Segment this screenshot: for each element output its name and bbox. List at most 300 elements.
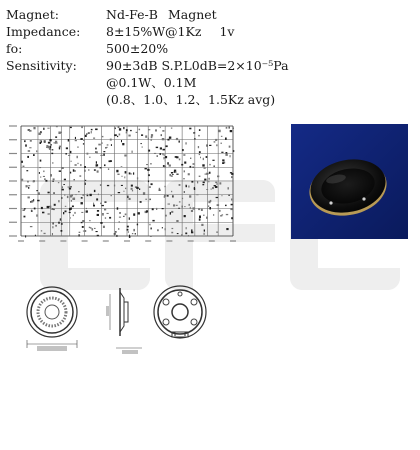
graph-scan-pixel (151, 136, 153, 138)
graph-scan-pixel (230, 155, 231, 157)
graph-scan-pixel (62, 167, 64, 169)
graph-scan-pixel (221, 195, 222, 196)
graph-scan-pixel (107, 185, 109, 186)
graph-scan-pixel (209, 172, 211, 174)
graph-scan-pixel (96, 164, 99, 166)
graph-scan-pixel (83, 143, 84, 144)
graph-scan-pixel (221, 143, 222, 144)
graph-scan-pixel (165, 156, 167, 158)
graph-scan-pixel (91, 129, 93, 130)
graph-scan-pixel (118, 127, 120, 129)
graph-scan-pixel (221, 136, 223, 137)
graph-scan-pixel (151, 134, 153, 136)
graph-scan-pixel (129, 172, 131, 174)
graph-scan-pixel (28, 185, 30, 186)
graph-scan-pixel (89, 220, 90, 221)
graph-scan-pixel (59, 146, 61, 148)
graph-scan-pixel (193, 164, 195, 165)
graph-scan-pixel (58, 200, 59, 202)
graph-scan-pixel (81, 197, 83, 199)
graph-scan-pixel (194, 138, 196, 139)
graph-scan-pixel (33, 154, 35, 156)
graph-scan-pixel (29, 147, 31, 148)
graph-scan-pixel (148, 138, 149, 140)
graph-scan-pixel (21, 161, 23, 163)
graph-scan-pixel (216, 144, 217, 146)
graph-scan-pixel (199, 176, 201, 177)
graph-scan-pixel (96, 161, 97, 163)
graph-scan-pixel (71, 200, 72, 202)
graph-scan-pixel (42, 212, 44, 214)
graph-scan-pixel (26, 185, 28, 187)
graph-scan-pixel (49, 139, 51, 141)
graph-scan-pixel (50, 174, 52, 177)
graph-scan-pixel (184, 162, 186, 164)
graph-scan-pixel (100, 155, 102, 156)
graph-scan-pixel (162, 130, 164, 132)
graph-scan-pixel (182, 198, 183, 199)
graph-scan-pixel (121, 140, 122, 142)
graph-scan-pixel (150, 199, 151, 201)
graph-scan-pixel (58, 222, 60, 224)
sensitivity-value: 90±3dB S.P.L0dB=2×10⁻⁵Pa (106, 58, 289, 73)
graph-scan-pixel (74, 170, 76, 172)
graph-scan-pixel (129, 217, 130, 219)
graph-scan-pixel (197, 181, 198, 183)
graph-scan-pixel (171, 172, 173, 174)
graph-scan-pixel (216, 197, 219, 198)
graph-scan-pixel (96, 198, 98, 200)
graph-scan-pixel (193, 132, 195, 133)
graph-scan-pixel (65, 153, 67, 154)
graph-scan-pixel (49, 206, 51, 208)
graph-scan-pixel (188, 186, 189, 188)
graph-scan-pixel (129, 236, 131, 238)
graph-scan-pixel (209, 164, 210, 165)
graph-scan-pixel (229, 146, 231, 148)
graph-scan-pixel (36, 150, 37, 152)
graph-scan-pixel (118, 228, 119, 230)
technical-drawings (20, 280, 230, 365)
graph-scan-pixel (230, 130, 232, 132)
graph-scan-pixel (122, 143, 124, 145)
graph-scan-pixel (55, 136, 57, 138)
graph-scan-pixel (204, 233, 205, 235)
graph-scan-pixel (111, 195, 112, 197)
graph-scan-pixel (60, 132, 62, 133)
graph-scan-pixel (65, 211, 67, 213)
graph-scan-pixel (179, 201, 181, 202)
graph-scan-pixel (183, 154, 185, 156)
graph-scan-pixel (141, 143, 142, 144)
graph-scan-pixel (55, 141, 57, 143)
graph-scan-pixel (171, 232, 173, 234)
graph-scan-pixel (188, 235, 189, 237)
graph-scan-pixel (212, 187, 214, 189)
graph-scan-pixel (129, 198, 131, 200)
graph-scan-pixel (189, 204, 190, 206)
graph-scan-pixel (68, 139, 69, 142)
graph-scan-pixel (79, 234, 80, 236)
graph-scan-pixel (132, 190, 133, 192)
graph-scan-pixel (22, 179, 24, 181)
graph-scan-pixel (203, 158, 204, 160)
graph-scan-pixel (86, 208, 87, 209)
graph-scan-pixel (64, 194, 65, 196)
graph-scan-pixel (24, 140, 26, 142)
graph-scan-pixel (185, 142, 186, 144)
graph-scan-pixel (48, 213, 50, 214)
graph-scan-pixel (98, 144, 101, 146)
graph-scan-pixel (148, 174, 150, 176)
graph-scan-pixel (130, 173, 132, 174)
graph-scan-pixel (61, 230, 63, 232)
magnet-label: Magnet: (6, 7, 59, 22)
graph-scan-pixel (198, 208, 200, 210)
graph-scan-pixel (163, 149, 166, 151)
graph-scan-pixel (199, 216, 201, 219)
graph-scan-pixel (202, 164, 204, 166)
graph-scan-pixel (170, 212, 171, 215)
graph-scan-pixel (37, 200, 40, 202)
graph-scan-pixel (65, 206, 67, 207)
graph-scan-pixel (27, 181, 29, 183)
graph-scan-pixel (72, 206, 74, 208)
graph-scan-pixel (52, 162, 53, 164)
graph-scan-pixel (179, 184, 181, 186)
graph-scan-pixel (193, 207, 195, 209)
graph-scan-pixel (92, 228, 94, 230)
graph-scan-pixel (63, 184, 65, 185)
graph-scan-pixel (27, 156, 29, 158)
graph-scan-pixel (190, 158, 191, 159)
graph-scan-pixel (41, 141, 42, 143)
graph-scan-pixel (209, 207, 211, 210)
graph-scan-pixel (179, 159, 181, 161)
graph-scan-pixel (110, 139, 112, 141)
graph-scan-pixel (209, 145, 211, 146)
graph-scan-pixel (81, 202, 83, 204)
graph-scan-pixel (126, 129, 128, 131)
graph-scan-pixel (102, 136, 104, 137)
graph-scan-pixel (44, 233, 46, 234)
graph-scan-pixel (147, 169, 149, 171)
graph-scan-pixel (51, 209, 53, 210)
graph-scan-pixel (175, 171, 176, 173)
graph-scan-pixel (200, 157, 201, 159)
graph-scan-pixel (160, 127, 161, 128)
graph-scan-pixel (118, 192, 120, 193)
graph-scan-pixel (40, 142, 42, 144)
graph-scan-pixel (103, 154, 105, 156)
graph-scan-pixel (226, 214, 228, 215)
graph-scan-pixel (98, 194, 99, 196)
graph-scan-pixel (119, 212, 121, 214)
graph-scan-pixel (176, 138, 178, 140)
graph-scan-pixel (201, 224, 203, 226)
graph-scan-pixel (95, 129, 98, 131)
graph-scan-pixel (127, 226, 129, 228)
graph-scan-pixel (190, 207, 191, 209)
graph-scan-pixel (121, 166, 123, 167)
graph-scan-pixel (41, 207, 43, 209)
graph-scan-pixel (94, 228, 95, 229)
graph-scan-pixel (117, 207, 119, 209)
graph-scan-pixel (225, 153, 227, 156)
graph-scan-pixel (219, 182, 221, 184)
graph-scan-pixel (175, 156, 178, 158)
graph-scan-pixel (93, 203, 94, 205)
graph-scan-pixel (79, 175, 81, 177)
graph-scan-pixel (46, 147, 48, 148)
graph-scan-pixel (207, 173, 208, 174)
speaker-rear-view (154, 286, 206, 338)
graph-scan-pixel (191, 229, 192, 231)
graph-scan-pixel (231, 217, 233, 219)
spec-block (6, 6, 289, 108)
graph-scan-pixel (136, 132, 138, 133)
graph-scan-pixel (186, 227, 187, 229)
graph-scan-pixel (132, 233, 133, 234)
graph-scan-pixel (167, 195, 169, 197)
graph-scan-pixel (162, 138, 165, 140)
graph-scan-pixel (52, 181, 53, 182)
graph-scan-pixel (206, 156, 208, 158)
graph-scan-pixel (233, 128, 234, 129)
graph-scan-pixel (62, 189, 64, 191)
graph-scan-pixel (141, 134, 143, 136)
graph-scan-pixel (26, 170, 28, 171)
graph-scan-pixel (164, 166, 166, 168)
graph-scan-pixel (101, 142, 103, 143)
graph-scan-pixel (111, 144, 112, 146)
graph-scan-pixel (167, 162, 169, 164)
graph-scan-pixel (116, 235, 117, 237)
graph-scan-pixel (100, 167, 102, 168)
graph-scan-pixel (212, 160, 214, 161)
graph-scan-pixel (24, 216, 26, 218)
graph-scan-pixel (230, 172, 232, 173)
graph-scan-pixel (205, 174, 207, 175)
spec-row-magnet (6, 6, 289, 23)
graph-scan-pixel (133, 213, 135, 215)
graph-scan-pixel (214, 185, 216, 186)
graph-scan-pixel (117, 174, 119, 175)
graph-scan-pixel (93, 138, 95, 139)
graph-scan-pixel (213, 166, 215, 167)
graph-scan-pixel (191, 181, 193, 183)
graph-scan-pixel (125, 188, 126, 189)
graph-scan-pixel (137, 212, 140, 214)
graph-scan-pixel (35, 235, 36, 236)
graph-scan-pixel (206, 217, 208, 219)
graph-scan-pixel (139, 188, 140, 190)
graph-scan-pixel (146, 164, 148, 165)
graph-scan-pixel (199, 218, 201, 220)
graph-scan-pixel (52, 233, 53, 235)
graph-scan-pixel (52, 226, 53, 228)
sensitivity-label: Sensitivity: (6, 58, 77, 73)
graph-scan-pixel (154, 153, 156, 154)
graph-scan-pixel (90, 194, 92, 196)
graph-scan-pixel (162, 227, 163, 228)
graph-scan-pixel (176, 220, 178, 222)
graph-scan-pixel (71, 161, 72, 162)
graph-scan-pixel (127, 196, 128, 198)
graph-scan-pixel (181, 234, 183, 236)
graph-scan-pixel (126, 132, 127, 134)
graph-scan-pixel (151, 139, 152, 141)
graph-scan-pixel (215, 139, 217, 141)
impedance-value-2: 1v (219, 24, 235, 39)
graph-scan-pixel (68, 155, 70, 156)
graph-scan-pixel (107, 147, 108, 148)
graph-scan-pixel (145, 168, 147, 169)
graph-scan-pixel (199, 154, 200, 155)
graph-scan-pixel (194, 187, 195, 189)
graph-scan-pixel (213, 214, 214, 216)
graph-scan-pixel (184, 215, 186, 217)
graph-scan-pixel (181, 164, 183, 166)
graph-scan-pixel (117, 136, 118, 137)
graph-scan-pixel (103, 151, 105, 152)
graph-scan-pixel (217, 176, 219, 178)
graph-scan-pixel (62, 186, 63, 188)
graph-scan-pixel (64, 179, 66, 181)
graph-scan-pixel (77, 163, 78, 164)
graph-scan-pixel (206, 144, 207, 146)
speaker-side-view (106, 288, 142, 354)
graph-scan-pixel (73, 169, 75, 171)
graph-scan-pixel (137, 224, 138, 226)
graph-scan-pixel (150, 236, 152, 237)
graph-scan-pixel (114, 233, 116, 234)
graph-scan-pixel (48, 192, 50, 194)
graph-scan-pixel (48, 142, 50, 144)
graph-scan-pixel (184, 191, 185, 192)
graph-scan-pixel (125, 214, 127, 216)
graph-scan-pixel (23, 166, 25, 168)
graph-scan-pixel (63, 212, 64, 214)
graph-scan-pixel (176, 205, 178, 206)
graph-scan-pixel (191, 210, 193, 212)
graph-scan-pixel (124, 155, 126, 157)
graph-scan-pixel (156, 208, 157, 210)
graph-scan-pixel (48, 146, 50, 148)
graph-scan-pixel (53, 178, 55, 180)
graph-scan-pixel (70, 186, 72, 187)
graph-scan-pixel (160, 153, 162, 155)
graph-scan-pixel (43, 176, 45, 177)
graph-scan-pixel (134, 229, 135, 231)
graph-scan-pixel (203, 215, 204, 216)
graph-scan-pixel (100, 203, 102, 205)
graph-scan-pixel (53, 193, 55, 194)
graph-scan-pixel (67, 196, 69, 198)
graph-scan-pixel (183, 178, 185, 179)
graph-scan-pixel (75, 164, 77, 166)
graph-scan-pixel (56, 126, 58, 127)
graph-scan-pixel (181, 206, 183, 208)
graph-scan-pixel (105, 217, 106, 219)
graph-scan-pixel (114, 134, 117, 136)
graph-scan-pixel (163, 157, 164, 160)
graph-scan-pixel (186, 185, 188, 187)
graph-scan-pixel (52, 149, 54, 150)
graph-scan-pixel (75, 194, 76, 195)
graph-scan-pixel (143, 192, 145, 194)
graph-scan-pixel (58, 182, 59, 183)
graph-scan-pixel (191, 232, 193, 234)
graph-scan-pixel (169, 174, 171, 176)
graph-scan-pixel (206, 189, 208, 190)
graph-scan-pixel (70, 151, 72, 153)
graph-scan-pixel (122, 176, 123, 177)
graph-scan-pixel (204, 180, 205, 181)
graph-scan-pixel (217, 183, 218, 185)
graph-scan-pixel (119, 221, 120, 223)
graph-scan-pixel (156, 147, 158, 148)
graph-scan-pixel (87, 195, 89, 196)
graph-scan-pixel (165, 215, 166, 217)
graph-scan-pixel (72, 198, 74, 200)
graph-scan-pixel (171, 128, 172, 129)
graph-scan-pixel (100, 184, 101, 186)
graph-scan-pixel (101, 205, 104, 206)
graph-scan-pixel (139, 129, 141, 131)
graph-scan-pixel (166, 145, 168, 147)
graph-scan-pixel (54, 204, 56, 206)
graph-scan-pixel (140, 201, 142, 203)
graph-scan-pixel (172, 174, 173, 175)
graph-scan-pixel (104, 209, 106, 211)
graph-scan-pixel (79, 232, 81, 233)
graph-scan-pixel (39, 172, 40, 174)
graph-scan-pixel (83, 140, 84, 141)
graph-scan-pixel (94, 169, 96, 171)
graph-scan-pixel (231, 199, 232, 201)
graph-scan-pixel (54, 142, 56, 143)
impedance-label: Impedance: (6, 24, 81, 39)
graph-scan-pixel (189, 195, 191, 197)
graph-scan-pixel (60, 220, 62, 221)
graph-scan-pixel (45, 180, 47, 182)
graph-scan-pixel (202, 184, 204, 185)
graph-scan-pixel (75, 137, 76, 139)
graph-scan-pixel (171, 191, 172, 192)
graph-scan-pixel (95, 148, 97, 150)
graph-scan-pixel (119, 134, 121, 136)
graph-scan-pixel (151, 183, 153, 185)
graph-scan-pixel (199, 135, 200, 137)
graph-scan-pixel (152, 220, 154, 222)
spec-row-impedance (6, 23, 289, 40)
graph-scan-pixel (164, 186, 165, 187)
graph-scan-pixel (38, 192, 40, 194)
graph-scan-pixel (228, 195, 229, 196)
graph-scan-pixel (115, 231, 116, 233)
graph-scan-pixel (204, 230, 205, 232)
graph-scan-pixel (142, 146, 143, 147)
graph-scan-pixel (104, 164, 106, 166)
graph-scan-pixel (89, 157, 91, 158)
graph-scan-pixel (80, 164, 81, 166)
graph-scan-pixel (70, 127, 72, 128)
graph-scan-pixel (51, 153, 53, 154)
graph-scan-pixel (74, 212, 75, 214)
graph-scan-pixel (41, 230, 42, 231)
graph-scan-pixel (28, 197, 30, 199)
